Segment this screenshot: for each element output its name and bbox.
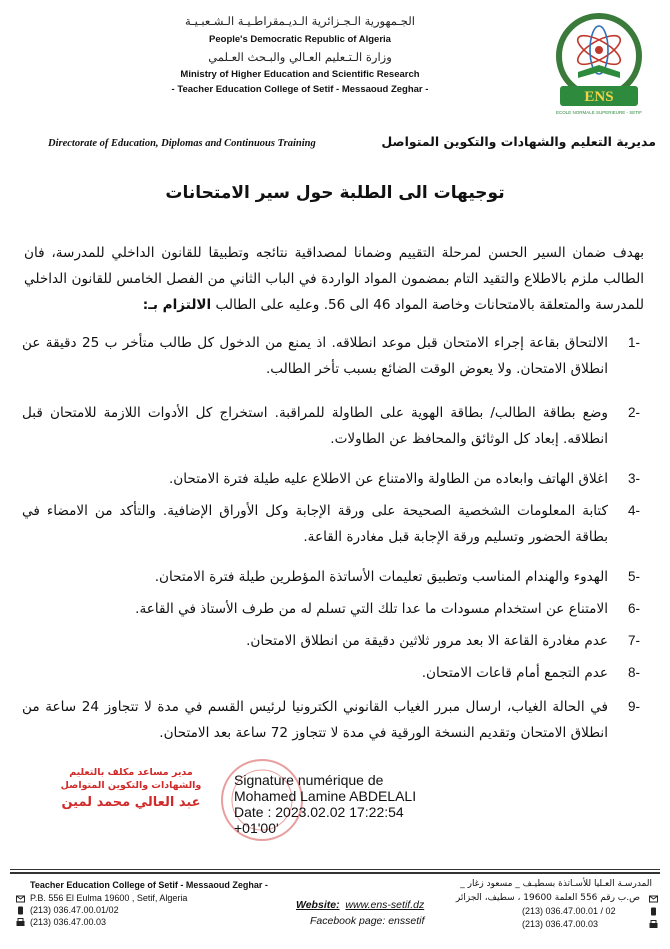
website-link[interactable]: www.ens-setif.dz xyxy=(345,899,425,911)
list-item-text: اغلاق الهاتف وابعاده من الطاولة والامتناع عن الاطلاع عليه طيلة فترة الامتحان. xyxy=(168,471,608,487)
list-item-text: الامتناع عن استخدام مسودات ما عدا تلك التي تسلم له من طرف الأستاذ في القاعة. xyxy=(135,601,608,617)
footer-left-address: P.B. 556 El Eulma 19600 , Setif, Algeria xyxy=(30,893,188,903)
list-item xyxy=(22,330,640,382)
list-item xyxy=(22,660,640,686)
list-item-text: في الحالة الغياب، ارسال مبرر الغياب القانوني الكترونيا لرئيس القسم في مدة لا تتجاوز 24 ساعة من انطلاق الامتحان وتقديم النسخة الورقية في مدة لا تتجاوز 72 ساعة بعد الامتحان. xyxy=(22,699,608,741)
footer-facebook[interactable]: Facebook page: enssetif xyxy=(310,915,425,927)
intro-text: بهدف ضمان السير الحسن لمرحلة التقييم وضمانا لمصداقية نتائجه وتطبيقا للقانون الداخلي للمدرسة، فان الطالب ملزم بالاطلاع والتقيد التام بمضمون المواد الواردة في الباب الثاني من الفصل الخامس للقانون الداخلي للمدرسة والمتعلقة بالامتحانات وخاصة المواد 46 الى 56. وعليه على الطالب xyxy=(24,245,644,313)
footer-left-phone2: (213) 036.47.00.03 xyxy=(30,917,107,927)
directorate-arabic: مديرية التعليم والشهادات والتكوين المتواصل xyxy=(381,134,656,149)
list-item-number: -5 xyxy=(627,569,640,584)
list-item-text: وضع بطاقة الطالب/ بطاقة الهوية على الطاولة للمراقبة. استخراج كل الأدوات اللازمة للامتحان قبل انطلاقه. إبعاد كل الوثائق والمحافظ عن الطاولات. xyxy=(22,405,608,447)
header-college: - Teacher Education College of Setif - Messaoud Zeghar - xyxy=(171,84,429,95)
list-item-number: -9 xyxy=(627,699,640,714)
digital-signature: Signature numérique de Mohamed Lamine ABDELALI Date : 2023.02.02 17:22:54 +01'00' xyxy=(234,772,417,836)
phone-icon xyxy=(649,907,658,916)
footer-divider xyxy=(10,869,660,870)
header-arabic-republic: الجـمهورية الـجـزائرية الـديـمقراطـيـة الـشـعبـيـة xyxy=(185,14,415,28)
list-item-text: عدم التجمع أمام قاعات الامتحان. xyxy=(421,665,608,681)
list-item-text: عدم مغادرة القاعة الا بعد مرور ثلاثين دقيقة من انطلاق الامتحان. xyxy=(246,633,608,649)
footer-right-phone2: (213) 036.47.00.03 xyxy=(522,919,599,929)
header-english-republic: People's Democratic Republic of Algeria xyxy=(209,34,391,45)
stamp-line1: مدير مساعد مكلف بالتعليم xyxy=(69,767,193,778)
list-item xyxy=(22,694,640,746)
list-item xyxy=(22,466,640,492)
list-item-number: -2 xyxy=(627,405,640,420)
stamp-name: عبد العالي محمد لمين xyxy=(61,795,201,810)
mailbox-icon xyxy=(649,894,658,903)
footer-right-title: المدرسـة العـليا للأسـاتذة بسطيـف _ مسعود زغار _ xyxy=(460,879,652,889)
fax-icon xyxy=(649,920,658,929)
list-item-text: الهدوء والهندام المناسب وتطبيق تعليمات الأساتذة المؤطرين طيلة فترة الامتحان. xyxy=(154,569,608,585)
intro-bold-tail: الالتزام بـ: xyxy=(142,297,212,313)
footer-right-address: ص.ب رقم 556 العلمة 19600 ، سطيف، الجزائر xyxy=(455,893,640,903)
document-title: توجيهات الى الطلبة حول سير الامتحانات xyxy=(165,183,505,203)
phone-icon xyxy=(16,906,25,915)
mailbox-icon xyxy=(16,894,25,903)
logo-text: ENS xyxy=(584,89,614,105)
list-item-number: -1 xyxy=(627,335,640,350)
list-item xyxy=(22,596,640,622)
footer-right-phone1: (213) 036.47.00.01 / 02 xyxy=(522,906,616,916)
list-item xyxy=(22,498,640,550)
footer-divider-thick xyxy=(10,872,660,874)
logo-subtext: ECOLE NORMALE SUPERIEURE - SETIF xyxy=(555,110,643,115)
header-arabic-ministry: وزارة الـتـعليم العـالي والبـحث العـلمي xyxy=(208,50,392,64)
ens-logo xyxy=(540,10,658,120)
list-item-number: -4 xyxy=(627,503,640,518)
list-item xyxy=(22,564,640,590)
list-item-number: -6 xyxy=(627,601,640,616)
directorate-english: Directorate of Education, Diplomas and Continuous Training xyxy=(48,138,316,149)
list-item-text: كتابة المعلومات الشخصية الصحيحة على ورقة الإجابة وكل الأوراق الإضافية. والتأكد من الامضاء في بطاقة الحضور وتسليم ورقة الإجابة قبل مغادرة القاعة. xyxy=(22,503,608,545)
fax-icon xyxy=(16,918,25,927)
intro-paragraph xyxy=(24,240,644,318)
header-english-ministry: Ministry of Higher Education and Scientific Research xyxy=(180,69,420,80)
footer-left-phone1: (213) 036.47.00.01/02 xyxy=(30,905,119,915)
list-item-text: الالتحاق بقاعة إجراء الامتحان قبل موعد انطلاقه. اذ يمنع من الدخول كل طالب متأخر ب 25 دقيقة عن انطلاق الامتحان. ولا يعوض الوقت الضائع بسبب تأخر الطالب. xyxy=(22,335,609,377)
list-item xyxy=(22,628,640,654)
list-item-number: -7 xyxy=(627,633,640,648)
official-stamp xyxy=(56,766,206,810)
list-item-number: -3 xyxy=(627,471,640,486)
stamp-line2: والشهادات والتكوين المتواصل xyxy=(60,780,202,791)
list-item xyxy=(22,400,640,452)
footer-left-title: Teacher Education College of Setif - Messaoud Zeghar - xyxy=(30,880,268,890)
list-item-number: -8 xyxy=(627,665,640,680)
footer-website xyxy=(296,899,424,911)
website-label: Website: xyxy=(296,899,340,911)
